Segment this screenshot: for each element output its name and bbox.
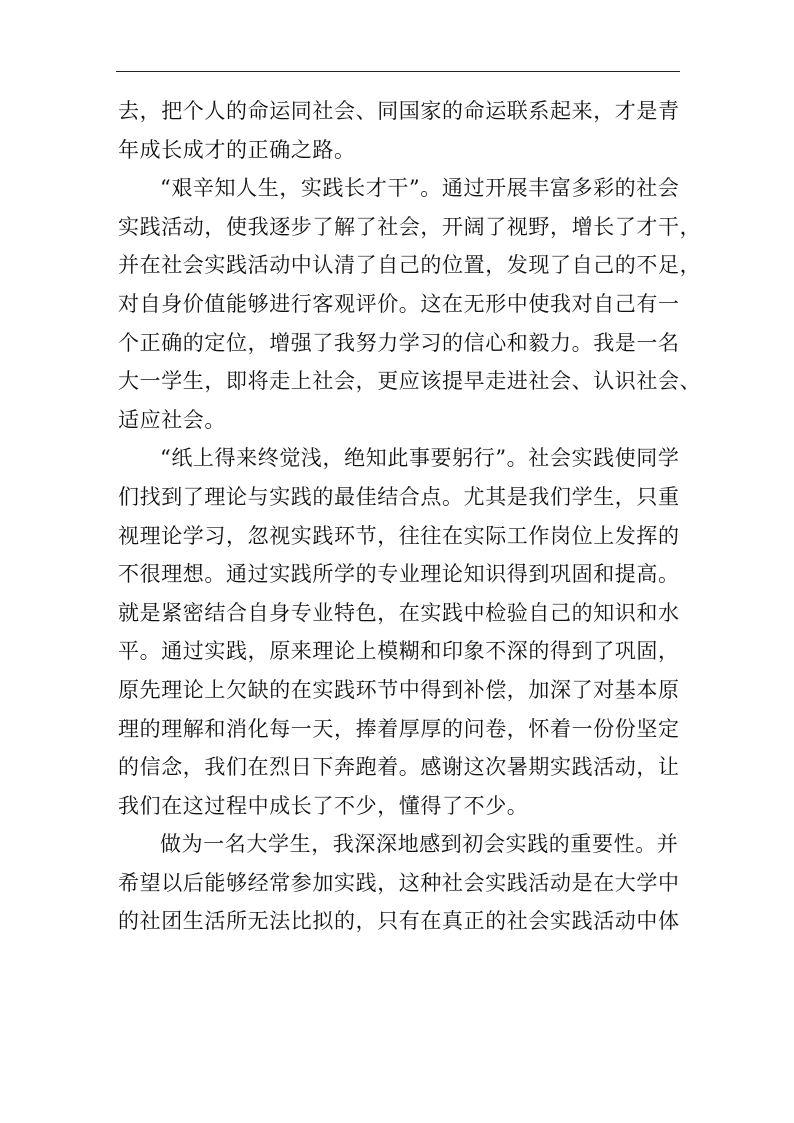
text-line: 原先理论上欠缺的在实践环节中得到补偿，加深了对基本原 (118, 677, 680, 702)
text-line: 理的理解和消化每一天，捧着厚厚的问卷，怀着一份份坚定 (118, 716, 680, 741)
text-line: 并在社会实践活动中认清了自己的位置，发现了自己的不足， (118, 253, 702, 278)
text-line: 实践活动，使我逐步了解了社会，开阔了视野，增长了才干， (118, 214, 702, 239)
text-line: “纸上得来终觉浅，绝知此事要躬行”。社会实践使同学 (160, 446, 680, 471)
text-line: 我们在这过程中成长了不少，懂得了不少。 (118, 793, 529, 818)
text-line: 大一学生，即将走上社会，更应该提早走进社会、认识社会、 (118, 369, 702, 394)
text-line: 适应社会。 (118, 407, 226, 432)
header-rule (116, 71, 680, 72)
text-line: 平。通过实践，原来理论上模糊和印象不深的得到了巩固， (118, 639, 680, 664)
text-line: 的社团生活所无法比拟的，只有在真正的社会实践活动中体 (118, 909, 680, 934)
text-line: 希望以后能够经常参加实践，这种社会实践活动是在大学中 (118, 870, 680, 895)
text-line: 视理论学习，忽视实践环节，往往在实际工作岗位上发挥的 (118, 523, 680, 548)
body-text (118, 92, 702, 941)
text-line: 对自身价值能够进行客观评价。这在无形中使我对自己有一 (118, 291, 680, 316)
text-line: 个正确的定位，增强了我努力学习的信心和毅力。我是一名 (118, 330, 680, 355)
text-line: 们找到了理论与实践的最佳结合点。尤其是我们学生，只重 (118, 484, 680, 509)
text-line: 年成长成才的正确之路。 (118, 137, 356, 162)
text-line: 不很理想。通过实践所学的专业理论知识得到巩固和提高。 (118, 562, 680, 587)
text-line: “艰辛知人生，实践长才干”。通过开展丰富多彩的社会 (160, 176, 680, 201)
text-line: 的信念，我们在烈日下奔跑着。感谢这次暑期实践活动，让 (118, 755, 680, 780)
text-line: 就是紧密结合自身专业特色，在实践中检验自己的知识和水 (118, 600, 680, 625)
text-line: 做为一名大学生，我深深地感到初会实践的重要性。并 (160, 832, 679, 857)
text-line: 去，把个人的命运同社会、同国家的命运联系起来，才是青 (118, 99, 680, 123)
